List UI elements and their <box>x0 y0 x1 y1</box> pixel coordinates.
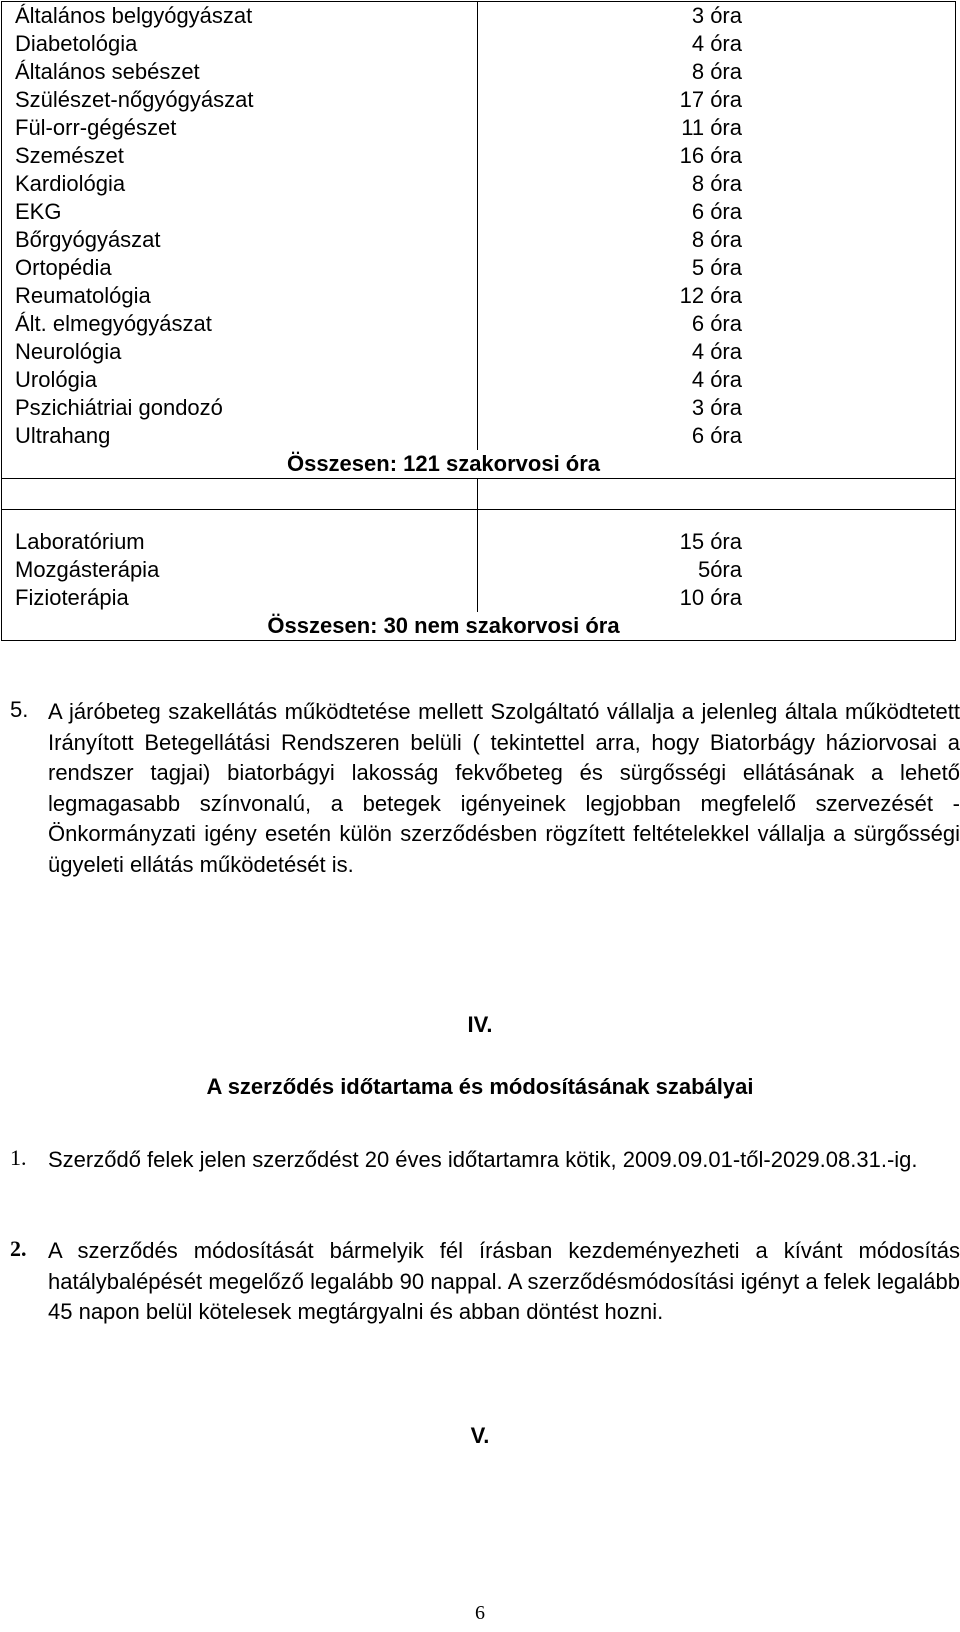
table-gap-row <box>2 510 956 529</box>
table-row <box>2 198 956 226</box>
item-2-number: 2. <box>10 1236 27 1261</box>
item-1-number: 1. <box>10 1145 27 1170</box>
weekly-hours: 11 óra <box>478 114 956 142</box>
specialty-name: Ortopédia <box>2 254 478 282</box>
specialty-name: EKG <box>2 198 478 226</box>
weekly-hours: 12 óra <box>478 282 956 310</box>
table-row <box>2 86 956 114</box>
table-row <box>2 366 956 394</box>
point-5-number: 5. <box>10 697 29 722</box>
table-row <box>2 114 956 142</box>
weekly-hours: 8 óra <box>478 58 956 86</box>
table-total-row <box>2 612 956 641</box>
table-total: Összesen: 121 szakorvosi óra <box>2 450 956 479</box>
specialty-name: Diabetológia <box>2 30 478 58</box>
weekly-hours: 17 óra <box>478 86 956 114</box>
table-spacer-row <box>2 479 956 510</box>
specialty-name: Neurológia <box>2 338 478 366</box>
weekly-hours: 16 óra <box>478 142 956 170</box>
specialty-name: Ált. elmegyógyászat <box>2 310 478 338</box>
specialty-name: Szülészet-nőgyógyászat <box>2 86 478 114</box>
table-row <box>2 58 956 86</box>
specialty-name: Urológia <box>2 366 478 394</box>
specialty-name: Fizioterápia <box>2 584 478 612</box>
section-4-title: A szerződés időtartama és módosításának szabályai <box>206 1074 754 1099</box>
weekly-hours: 15 óra <box>478 528 956 556</box>
weekly-hours: 8 óra <box>478 170 956 198</box>
weekly-hours: 5 óra <box>478 254 956 282</box>
specialty-name: Mozgásterápia <box>2 556 478 584</box>
specialty-name: Bőrgyógyászat <box>2 226 478 254</box>
specialty-name: Reumatológia <box>2 282 478 310</box>
section-4-numeral: IV. <box>467 1012 493 1037</box>
table-row <box>2 556 956 584</box>
specialty-name: Általános belgyógyászat <box>2 2 478 31</box>
table-row <box>2 254 956 282</box>
specialty-name: Laboratórium <box>2 528 478 556</box>
weekly-hours: 8 óra <box>478 226 956 254</box>
specialty-name: Pszichiátriai gondozó <box>2 394 478 422</box>
table-row <box>2 142 956 170</box>
weekly-hours: 4 óra <box>478 30 956 58</box>
table-row <box>2 422 956 450</box>
page-number: 6 <box>475 1602 485 1624</box>
weekly-hours: 4 óra <box>478 338 956 366</box>
weekly-hours: 3 óra <box>478 394 956 422</box>
weekly-hours: 3 óra <box>478 2 956 31</box>
weekly-hours: 6 óra <box>478 198 956 226</box>
weekly-hours: 5óra <box>478 556 956 584</box>
specialty-name: Kardiológia <box>2 170 478 198</box>
weekly-hours: 6 óra <box>478 310 956 338</box>
specialty-name: Ultrahang <box>2 422 478 450</box>
table-total-row <box>2 450 956 479</box>
point-5-text: A járóbeteg szakellátás működtetése mellett Szolgáltató vállalja a jelenleg általa működtetett Irányított Betegellátási Rendszeren belüli ( tekintettel arra, hogy Biatorbágy háziorvosai a rendszer tagjai) biatorbágyi lakosság fekvőbeteg és sürgősségi ellátásának a lehető legmagasabb színvonalú, a betegek igényeinek legjobban megfelelő szervezését - Önkormányzati igény esetén külön szerződésben rögzített feltételekkel vállalja a sürgősségi ügyeleti ellátás működetését is. <box>48 699 960 877</box>
table-row <box>2 584 956 612</box>
weekly-hours: 10 óra <box>478 584 956 612</box>
specialty-name: Szemészet <box>2 142 478 170</box>
item-1-text: Szerződő felek jelen szerződést 20 éves időtartamra kötik, 2009.09.01-től-2029.08.31.-ig. <box>48 1147 918 1172</box>
specialty-name: Általános sebészet <box>2 58 478 86</box>
weekly-hours: 4 óra <box>478 366 956 394</box>
table-total: Összesen: 30 nem szakorvosi óra <box>2 612 956 641</box>
hours-table <box>1 1 956 641</box>
table-row <box>2 528 956 556</box>
table-row <box>2 282 956 310</box>
table-row <box>2 310 956 338</box>
specialty-name: Fül-orr-gégészet <box>2 114 478 142</box>
section-5-numeral: V. <box>470 1423 490 1448</box>
weekly-hours: 6 óra <box>478 422 956 450</box>
item-2-text: A szerződés módosítását bármelyik fél írásban kezdeményezheti a kívánt módosítás hatálybalépését megelőző legalább 90 nappal. A szerződésmódosítási igényt a felek legalább 45 napon belül kötelesek megtárgyalni és abban döntést hozni. <box>48 1238 960 1325</box>
table-row <box>2 338 956 366</box>
table-row <box>2 2 956 31</box>
table-row <box>2 394 956 422</box>
table-row <box>2 170 956 198</box>
table-row <box>2 226 956 254</box>
table-row <box>2 30 956 58</box>
